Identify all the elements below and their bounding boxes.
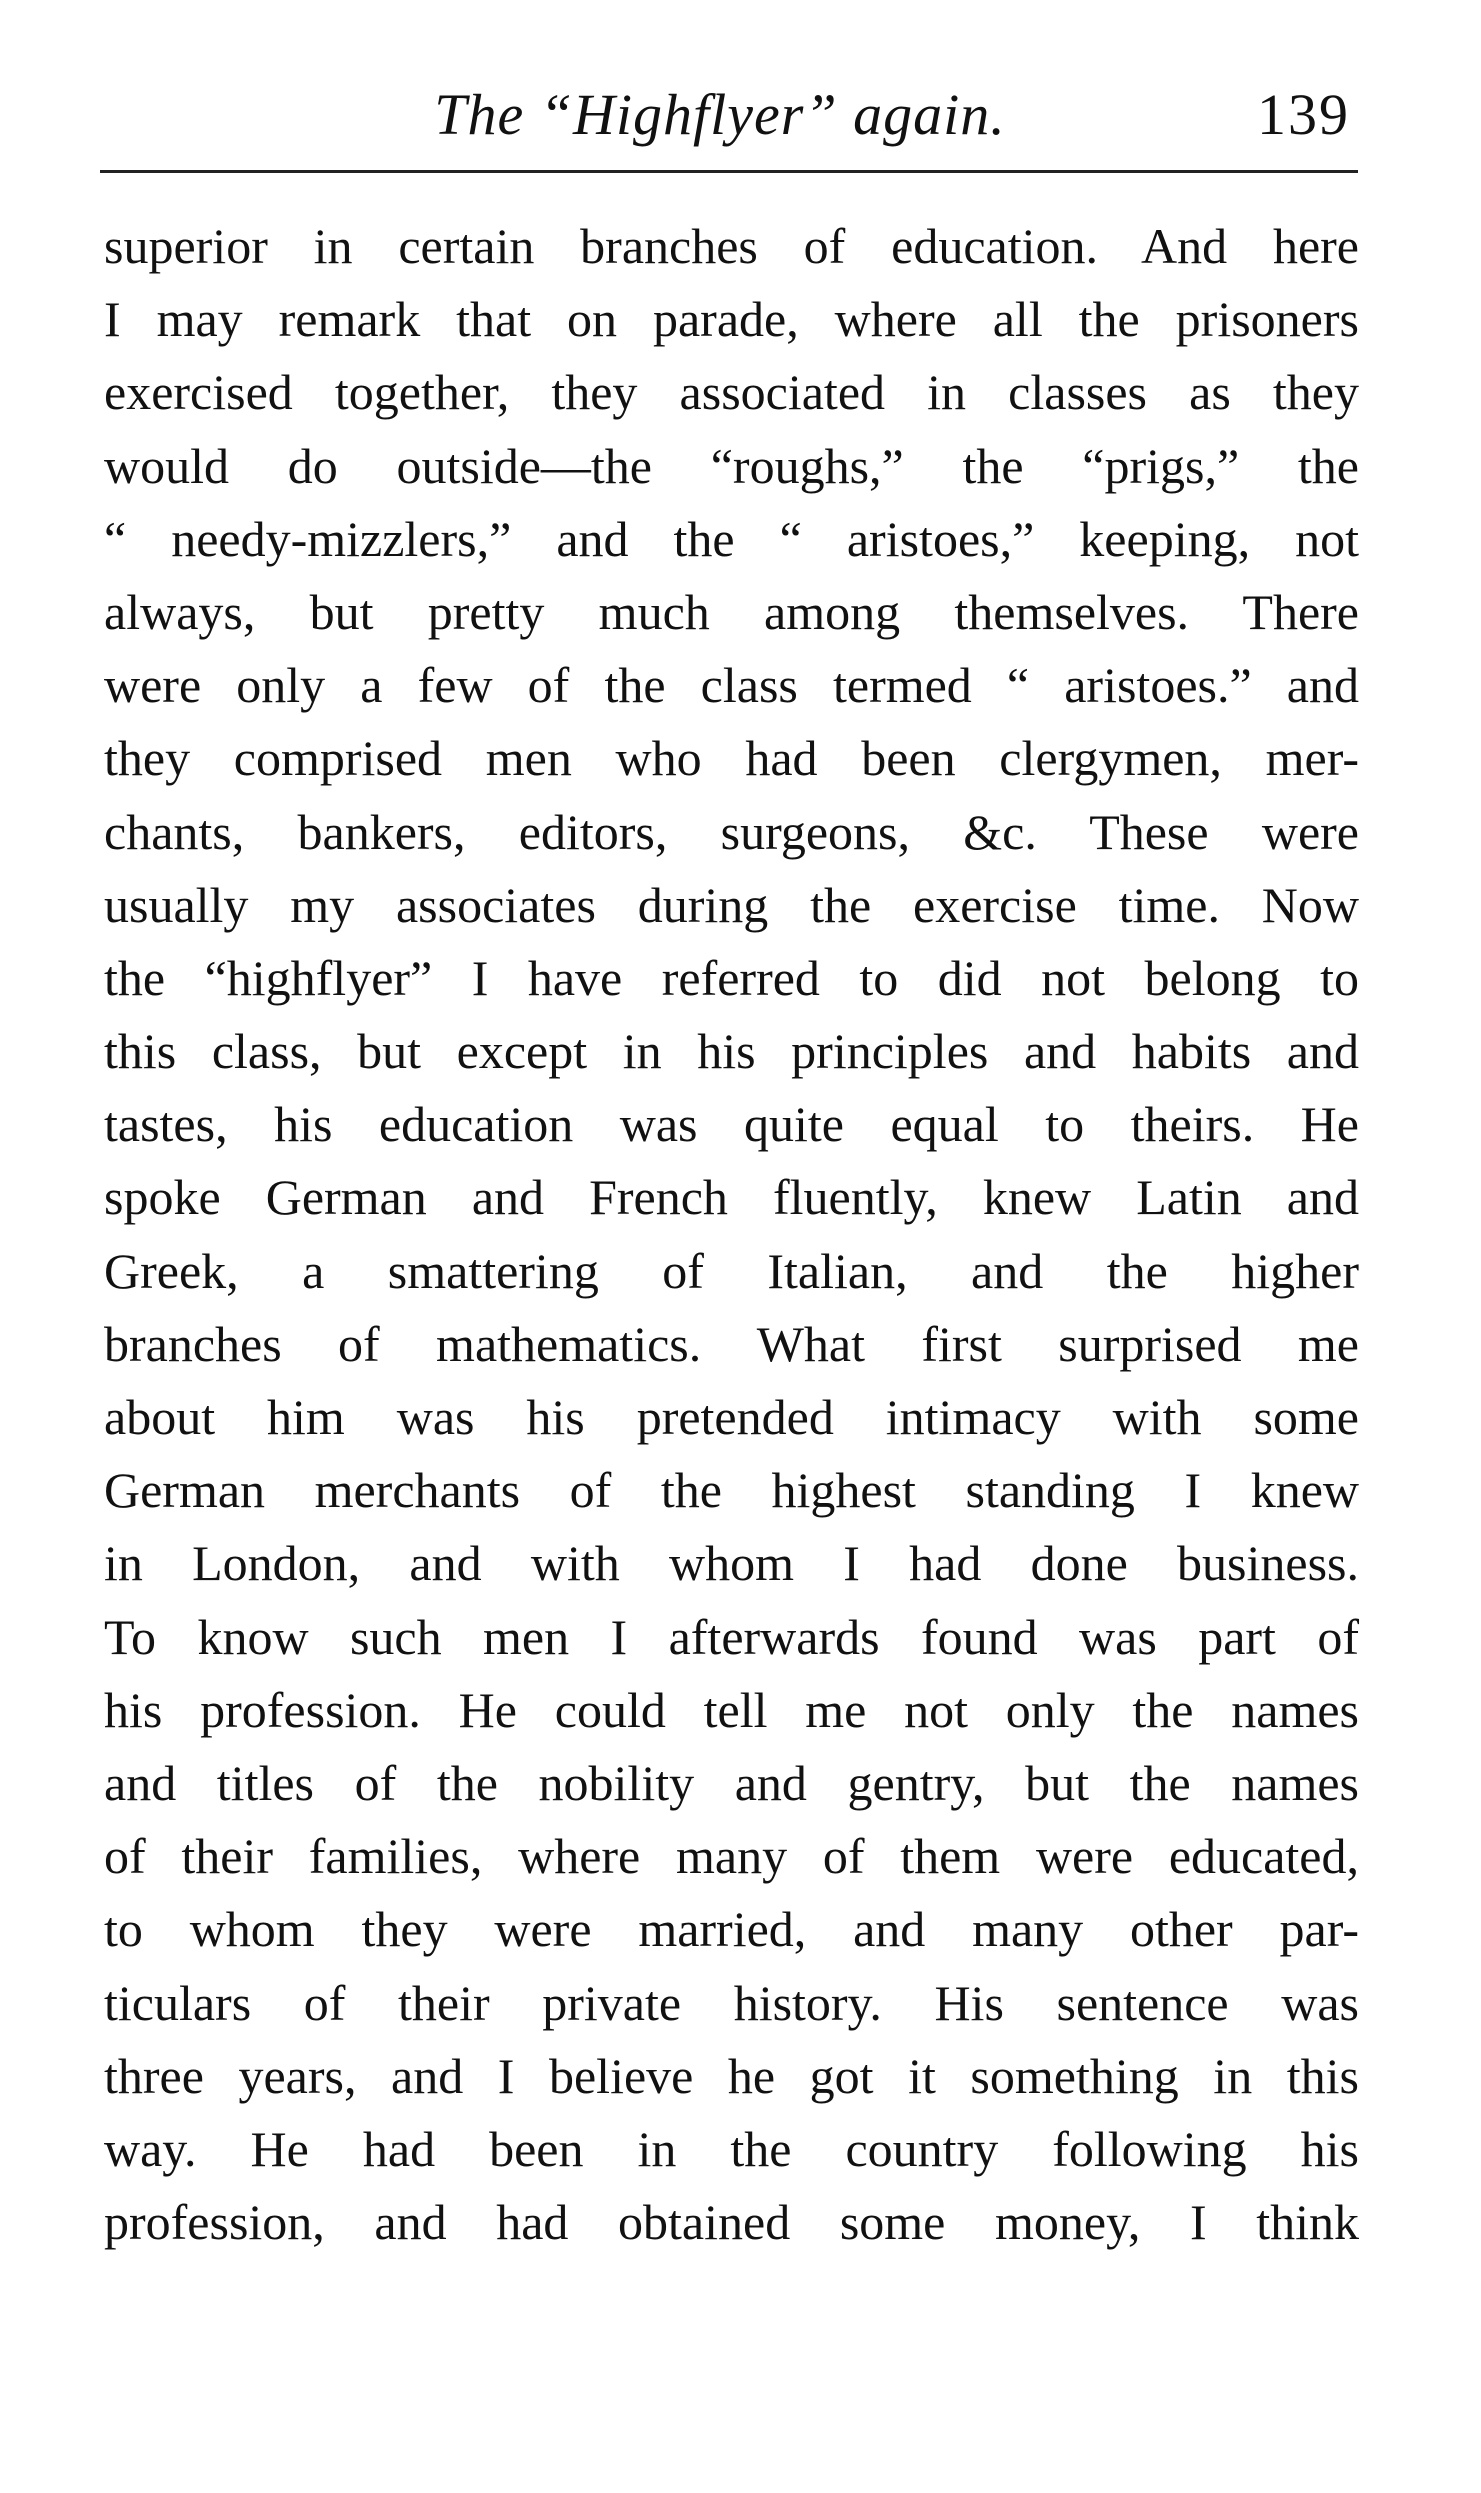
text-line: the “highflyer” I have referred to did not belong to: [104, 949, 1359, 1006]
text-line: branches of mathematics. What first surprised me: [104, 1315, 1359, 1372]
text-line: Greek, a smattering of Italian, and the higher: [104, 1242, 1359, 1299]
text-line: this class, but except in his principles and habits and: [104, 1023, 1359, 1080]
text-line: always, but pretty much among themselves. There: [104, 583, 1359, 640]
text-line: profession, and had obtained some money, I think: [104, 2194, 1359, 2251]
text-line: were only a few of the class termed “ aristoes.” and: [104, 657, 1359, 714]
text-line: and titles of the nobility and gentry, but the names: [104, 1754, 1359, 1811]
text-line: of their families, where many of them were educated,: [104, 1828, 1359, 1885]
text-line: to whom they were married, and many other par-: [104, 1901, 1359, 1958]
text-line: To know such men I afterwards found was part of: [104, 1608, 1359, 1665]
text-line: superior in certain branches of education. And here: [104, 218, 1359, 274]
text-line: ticulars of their private history. His sentence was: [104, 1974, 1359, 2031]
text-line: exercised together, they associated in classes as they: [104, 364, 1359, 421]
running-title: The “Highflyer” again.: [434, 82, 1006, 147]
text-line: in London, and with whom I had done business.: [104, 1535, 1359, 1592]
text-line: chants, bankers, editors, surgeons, &c. These were: [104, 803, 1359, 860]
text-line: three years, and I believe he got it something in this: [104, 2047, 1359, 2104]
text-line: way. He had been in the country following his: [104, 2120, 1359, 2177]
header-rule: [100, 170, 1358, 173]
text-line: German merchants of the highest standing I knew: [104, 1462, 1359, 1519]
text-line: usually my associates during the exercise time. Now: [104, 876, 1359, 933]
text-line: they comprised men who had been clergymen, mer-: [104, 730, 1359, 787]
text-line: about him was his pretended intimacy with some: [104, 1389, 1359, 1445]
text-line: his profession. He could tell me not only the names: [104, 1681, 1359, 1738]
text-line: tastes, his education was quite equal to theirs. He: [104, 1096, 1359, 1153]
text-line: I may remark that on parade, where all the prisoners: [104, 291, 1359, 348]
text-line: spoke German and French fluently, knew Latin and: [104, 1169, 1359, 1226]
text-line: would do outside—the “roughs,” the “prigs,” the: [104, 437, 1359, 494]
text-line: “ needy-mizzlers,” and the “ aristoes,” keeping, not: [104, 510, 1359, 567]
page-number: 139: [1257, 82, 1350, 147]
running-head: [100, 80, 1360, 150]
body-text: [104, 210, 1359, 2259]
